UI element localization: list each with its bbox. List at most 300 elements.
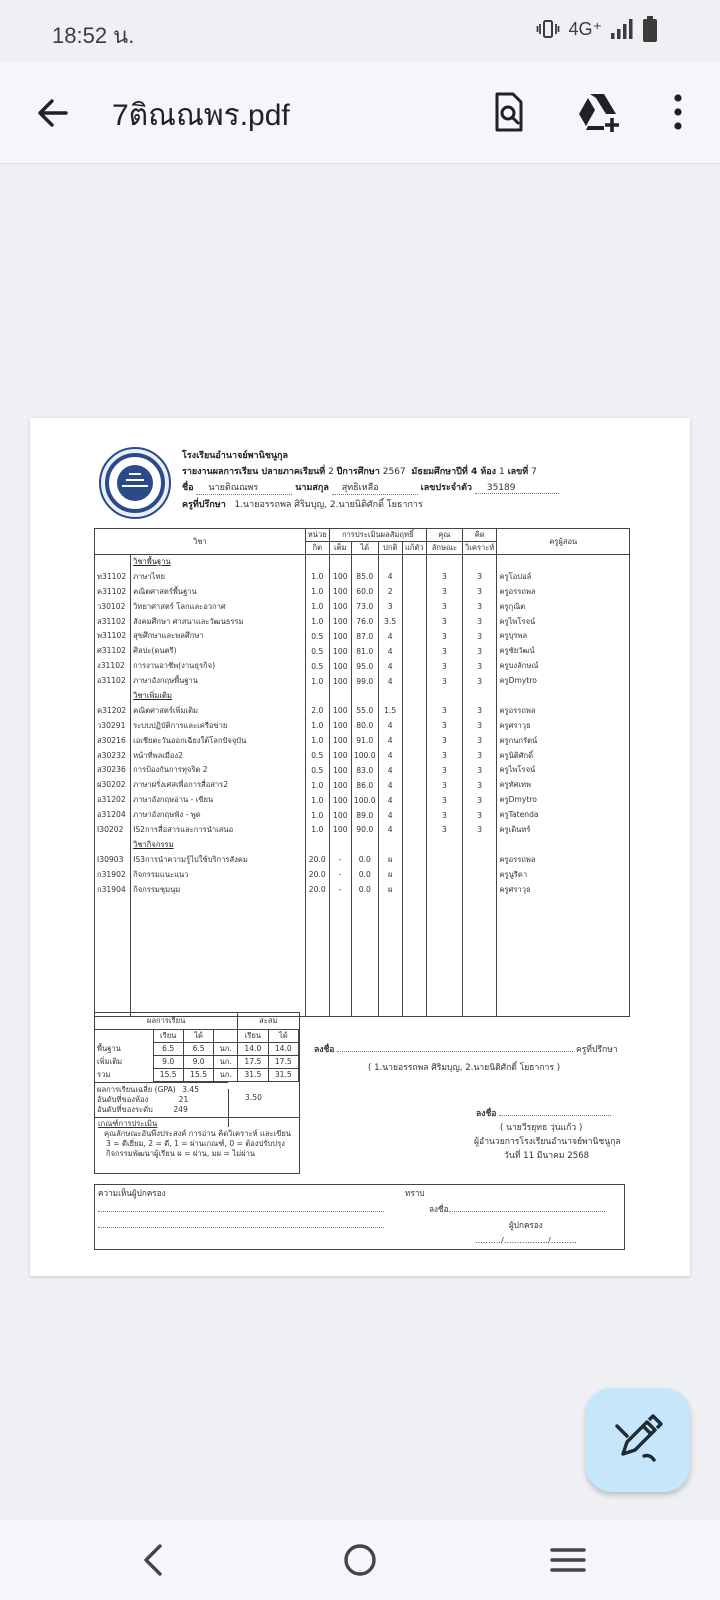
criteria-section: [95, 1117, 299, 1160]
status-icons: [536, 16, 658, 42]
credit: 2.0: [305, 703, 329, 718]
got-header: ได้: [351, 542, 378, 555]
school-logo-icon: [98, 446, 172, 520]
subject-name: ระบบปฏิบัติการและเครือข่าย: [131, 718, 306, 733]
subject-code: ค31102: [95, 584, 131, 599]
subject-name: ศิลปะ(ดนตรี): [131, 644, 306, 659]
got-score: 60.0: [351, 584, 378, 599]
grade: 4: [378, 823, 402, 838]
full-score: 100: [329, 644, 351, 659]
status-time: 18:52 น.: [52, 23, 135, 48]
drive-add-icon: [572, 86, 624, 138]
credit: 0.5: [305, 629, 329, 644]
subject-name: การงานอาชีพ(งานธุรกิจ): [131, 659, 306, 674]
subject-name: เอเชียตะวันออกเฉียงใต้โลกปัจจุบัน: [131, 733, 306, 748]
got-score: 87.0: [351, 629, 378, 644]
credit: 1.0: [305, 569, 329, 584]
fix-grade: [402, 778, 426, 793]
think-score: 3: [462, 793, 497, 808]
criteria-line-3: กิจกรรมพัฒนาผู้เรียน ผ = ผ่าน, มผ = ไม่ผ่าน: [106, 1148, 256, 1158]
status-bar: [0, 0, 720, 62]
subject-code: ส31102: [95, 614, 131, 629]
think-score: 3: [462, 763, 497, 778]
grade: 4: [378, 629, 402, 644]
subject-name: สังคมศึกษา ศาสนาและวัฒนธรรม: [131, 614, 306, 629]
fix-grade: [402, 852, 426, 867]
subject-code: ศ31102: [95, 644, 131, 659]
subject-name: IS2การสื่อสารและการนำเสนอ: [131, 823, 306, 838]
summary-study: 6.5: [153, 1042, 183, 1055]
rank-level-label: อันดับที่ของระดับ: [97, 1104, 153, 1114]
grade: 4: [378, 733, 402, 748]
summary-row: [95, 1055, 299, 1068]
summary-row-label: เพิ่มเติม: [97, 1056, 123, 1066]
grade: 3: [378, 599, 402, 614]
pdf-page: [30, 418, 690, 1276]
sign-date: วันที่ 11 มีนาคม 2568: [504, 1151, 590, 1161]
char-score: 3: [426, 703, 462, 718]
fix-grade: [402, 882, 426, 897]
got-score: 91.0: [351, 733, 378, 748]
think-score: 3: [462, 778, 497, 793]
subject-name: ภาษาอังกฤษอ่าน - เขียน: [131, 793, 306, 808]
parent-comment-label: ความเห็นผู้ปกครอง: [98, 1188, 166, 1198]
think-score: 3: [462, 748, 497, 763]
full-score: -: [329, 867, 351, 882]
credit: 1.0: [305, 599, 329, 614]
subject-code: ก31902: [95, 867, 131, 882]
teacher: ครูไพโรจน์: [497, 763, 630, 778]
got-label: ได้: [183, 1029, 213, 1042]
credit: 20.0: [305, 882, 329, 897]
full-score: 100: [329, 823, 351, 838]
fix-grade: [402, 763, 426, 778]
acc-study-label: เรียน: [238, 1029, 268, 1042]
got-score: 81.0: [351, 644, 378, 659]
table-row: [95, 808, 630, 823]
battery-icon: [642, 16, 658, 42]
report-title-prefix: รายงานผลการเรียน ปลายภาคเรียนที่: [182, 467, 326, 477]
char-score: [426, 852, 462, 867]
table-row: [95, 733, 630, 748]
grade: 3.5: [378, 614, 402, 629]
teacher: ครูไพโรจน์: [497, 614, 630, 629]
subject-name: กิจกรรมแนะแนว: [131, 867, 306, 882]
advisor-line: [182, 497, 423, 511]
search-document-icon: [482, 86, 534, 138]
subject-code: อ31204: [95, 808, 131, 823]
summary-row-label: รวม: [97, 1069, 111, 1079]
got-score: 85.0: [351, 569, 378, 584]
arrow-left-icon: [28, 88, 78, 138]
teacher: ครูอรรถพล: [497, 703, 630, 718]
char-score: 3: [426, 718, 462, 733]
search-document-button[interactable]: [482, 86, 534, 138]
think-score: 3: [462, 644, 497, 659]
table-row: [95, 718, 630, 733]
grade: 4: [378, 793, 402, 808]
subject-name: ภาษาอังกฤษพื้นฐาน: [131, 674, 306, 689]
ack-label: ทราบ: [405, 1188, 425, 1198]
char-score: 3: [426, 629, 462, 644]
fix-grade: [402, 569, 426, 584]
year-label: ปีการศึกษา: [336, 467, 380, 477]
think-score: 3: [462, 584, 497, 599]
subject-code: ว30291: [95, 718, 131, 733]
grade: 1.5: [378, 703, 402, 718]
full-score: 100: [329, 629, 351, 644]
summary-acc-study: 31.5: [238, 1068, 268, 1081]
system-nav-bar: [0, 1520, 720, 1600]
summary-row: [95, 1042, 299, 1055]
accum-label: สะสม: [238, 1013, 299, 1029]
table-row: [95, 823, 630, 838]
grade: 4: [378, 674, 402, 689]
char-score: 3: [426, 778, 462, 793]
more-vert-icon: [656, 86, 708, 138]
subject-header: วิชา: [95, 529, 306, 555]
grade: 4: [378, 569, 402, 584]
year: 2567: [382, 467, 406, 477]
credit: 0.5: [305, 659, 329, 674]
subject-name: กิจกรรมชุมนุม: [131, 882, 306, 897]
char-score: 3: [426, 793, 462, 808]
full-score: 100: [329, 763, 351, 778]
empty-row: [95, 986, 630, 1001]
rank-room-label: อันดับที่ของห้อง: [97, 1094, 149, 1104]
director-signature-line: [476, 1106, 611, 1120]
char-score: [426, 867, 462, 882]
think-score: 3: [462, 614, 497, 629]
criteria-line-2: 3 = ดีเยี่ยม, 2 = ดี, 1 = ผ่านเกณฑ์, 0 = ต้องปรับปรุง: [106, 1138, 285, 1148]
nav-back-button[interactable]: [132, 1538, 176, 1582]
got-score: 80.0: [351, 718, 378, 733]
empty-row: [95, 912, 630, 927]
teacher: ครูโอปอล์: [497, 569, 630, 584]
table-row: [95, 867, 630, 882]
credit: 0.5: [305, 763, 329, 778]
subject-code: ฝ30202: [95, 778, 131, 793]
think-header-bottom: วิเคราะห์: [462, 542, 497, 555]
subject-code: พ31102: [95, 629, 131, 644]
table-row: [95, 703, 630, 718]
table-row: [95, 674, 630, 689]
grade: ผ: [378, 852, 402, 867]
room: 1: [498, 467, 505, 477]
student-no: 7: [531, 467, 537, 477]
empty-row: [95, 942, 630, 957]
director-role: ผู้อำนวยการโรงเรียนอำนาจย์พานิชนูกุล: [474, 1137, 621, 1147]
teacher: ครูอรรถพล: [497, 584, 630, 599]
director-name: ( นายวีรยุทธ วุ่นแก้ว ): [500, 1123, 583, 1133]
teacher: ครูDmytro: [497, 674, 630, 689]
summary-acc-got: 14.0: [268, 1042, 298, 1055]
empty-row: [95, 971, 630, 986]
full-score: 100: [329, 614, 351, 629]
summary-acc-got: 17.5: [268, 1055, 298, 1068]
char-score: 3: [426, 569, 462, 584]
student-id: 35189: [475, 483, 559, 494]
gpa-label: ผลการเรียนเฉลี่ย (GPA): [97, 1084, 176, 1094]
subject-name: IS3การนำความรู้ไปใช้บริการสังคม: [131, 852, 306, 867]
parent-sign-line: [429, 1203, 605, 1216]
table-row: [95, 778, 630, 793]
subject-name: ภาษาไทย: [131, 569, 306, 584]
section-row: [95, 689, 630, 704]
teacher: ครูนูรีดา: [497, 867, 630, 882]
term: 2: [328, 467, 334, 477]
result-label: ผลการเรียน: [95, 1013, 238, 1029]
teacher: ครูนิติศักดิ์: [497, 748, 630, 763]
grade: 4: [378, 644, 402, 659]
fix-grade: [402, 867, 426, 882]
char-score: 3: [426, 674, 462, 689]
full-score: 100: [329, 718, 351, 733]
char-header-top: คุณ: [426, 529, 462, 542]
credit: 1.0: [305, 808, 329, 823]
think-score: 3: [462, 703, 497, 718]
teacher: ครูบงลักษณ์: [497, 659, 630, 674]
got-score: 90.0: [351, 823, 378, 838]
credit: 1.0: [305, 793, 329, 808]
credit: 20.0: [305, 867, 329, 882]
table-row: [95, 584, 630, 599]
rank-level-value: 249: [173, 1104, 188, 1114]
subject-name: การป้องกันการทุจริต 2: [131, 763, 306, 778]
got-score: 83.0: [351, 763, 378, 778]
student-surname: สุทธิเหลือ: [332, 480, 418, 495]
grade: ผ: [378, 867, 402, 882]
teacher: ครูศราวุธ: [497, 718, 630, 733]
subject-code: ท31102: [95, 569, 131, 584]
summary-rows: [95, 1042, 299, 1081]
fix-grade: [402, 808, 426, 823]
think-score: [462, 867, 497, 882]
fix-header: แก้ตัว: [402, 542, 426, 555]
got-score: 95.0: [351, 659, 378, 674]
signal-icon: [610, 18, 634, 40]
advisor-sign-label: ลงชื่อ: [314, 1045, 335, 1055]
fix-grade: [402, 629, 426, 644]
back-button[interactable]: [28, 88, 78, 138]
pdf-viewer[interactable]: [0, 164, 720, 1520]
advisor-signature-line: [314, 1042, 618, 1056]
got-score: 0.0: [351, 882, 378, 897]
criteria-line-1: คุณลักษณะอันพึงประสงค์ การอ่าน คิดวิเคราะห์ และเขียน: [104, 1128, 291, 1138]
think-score: 3: [462, 569, 497, 584]
parent-role: ผู้ปกครอง: [509, 1220, 543, 1230]
section-title: วิชาพื้นฐาน: [131, 555, 306, 570]
subject-name: หน้าที่พลเมือง2: [131, 748, 306, 763]
full-score: 100: [329, 808, 351, 823]
think-score: 3: [462, 629, 497, 644]
table-row: [95, 629, 630, 644]
think-score: [462, 852, 497, 867]
summary-got: 6.5: [183, 1042, 213, 1055]
got-score: 86.0: [351, 778, 378, 793]
table-row: [95, 569, 630, 584]
teacher: ครูTatenda: [497, 808, 630, 823]
teacher: ครูบุรพล: [497, 629, 630, 644]
subject-code: ส30232: [95, 748, 131, 763]
got-score: 55.0: [351, 703, 378, 718]
subject-name: ภาษาฝรั่งเศสเพื่อการสื่อสาร2: [131, 778, 306, 793]
summary-got: 15.5: [183, 1068, 213, 1081]
summary-got: 9.0: [183, 1055, 213, 1068]
class-label: มัธยมศึกษาปีที่ 4 ห้อง: [411, 467, 497, 477]
subject-name: ภาษาอังกฤษฟัง - พูด: [131, 808, 306, 823]
think-score: 3: [462, 599, 497, 614]
assess-header: การประเมินผลสัมฤทธิ์: [329, 529, 426, 542]
advisor-role: ครูที่ปรึกษา: [575, 1045, 618, 1055]
grade: 4: [378, 659, 402, 674]
empty-row: [95, 957, 630, 972]
think-score: 3: [462, 659, 497, 674]
got-score: 73.0: [351, 599, 378, 614]
got-score: 100.0: [351, 793, 378, 808]
full-score: -: [329, 852, 351, 867]
char-score: 3: [426, 599, 462, 614]
subject-code: ง31102: [95, 659, 131, 674]
parent-comment-box: [94, 1184, 625, 1250]
teacher: ครูDmytro: [497, 793, 630, 808]
parent-date-blank: ........../................./..........: [475, 1235, 577, 1245]
fix-grade: [402, 733, 426, 748]
full-score: 100: [329, 793, 351, 808]
app-bar: [0, 62, 720, 164]
summary-acc-study: 14.0: [238, 1042, 268, 1055]
nav-home-button[interactable]: [338, 1538, 382, 1582]
fix-grade: [402, 599, 426, 614]
empty-row: [95, 897, 630, 912]
school-name-line: [182, 448, 288, 462]
teacher: ครูศราวุธ: [497, 882, 630, 897]
credit: 1.0: [305, 584, 329, 599]
credit: 1.0: [305, 614, 329, 629]
think-score: 3: [462, 808, 497, 823]
summary-unit: นก.: [214, 1055, 238, 1068]
fix-grade: [402, 674, 426, 689]
char-score: 3: [426, 808, 462, 823]
more-options-button[interactable]: [656, 86, 708, 138]
subject-code: ว30102: [95, 599, 131, 614]
think-score: 3: [462, 823, 497, 838]
subject-code: ค31202: [95, 703, 131, 718]
advisor-signature-names: ( 1.นายอรรถพล ศิริมบุญ, 2.นายนิติศักดิ์ โยธาการ ): [368, 1063, 561, 1073]
full-score: 100: [329, 569, 351, 584]
student-info-line: [182, 480, 559, 495]
grade: ผ: [378, 882, 402, 897]
subject-name: สุขศึกษาและพลศึกษา: [131, 629, 306, 644]
grade: 4: [378, 718, 402, 733]
nav-home-icon: [338, 1538, 382, 1582]
full-score: 100: [329, 584, 351, 599]
credit: 1.0: [305, 778, 329, 793]
fix-grade: [402, 584, 426, 599]
advisor-names: 1.นายอรรถพล ศิริมบุญ, 2.นายนิติศักดิ์ โยธาการ: [234, 500, 423, 510]
gpa-section: [95, 1082, 228, 1117]
table-row: [95, 882, 630, 897]
got-score: 89.0: [351, 808, 378, 823]
subject-code: อ31102: [95, 674, 131, 689]
director-sign-label: ลงชื่อ: [476, 1109, 497, 1119]
table-row: [95, 599, 630, 614]
table-row: [95, 614, 630, 629]
section-title: วิชากิจกรรม: [131, 837, 306, 852]
name-label: ชื่อ: [182, 483, 194, 493]
fix-grade: [402, 718, 426, 733]
subject-name: คณิตศาสตร์พื้นฐาน: [131, 584, 306, 599]
acc-got-label: ได้: [268, 1029, 298, 1042]
add-to-drive-button[interactable]: [572, 86, 624, 138]
id-label: เลขประจำตัว: [420, 483, 472, 493]
full-score: -: [329, 882, 351, 897]
subject-code: ก31904: [95, 882, 131, 897]
table-row: [95, 763, 630, 778]
surname-label: นามสกุล: [295, 483, 329, 493]
nav-back-icon: [132, 1538, 176, 1582]
subject-code: I30903: [95, 852, 131, 867]
grade: 2: [378, 584, 402, 599]
teacher-header: ครูผู้สอน: [497, 529, 630, 555]
advisor-label: ครูที่ปรึกษา: [182, 500, 226, 510]
edit-fab-button[interactable]: [586, 1388, 690, 1492]
summary-unit: นก.: [214, 1042, 238, 1055]
no-label: เลขที่: [507, 467, 529, 477]
fix-grade: [402, 703, 426, 718]
nav-recents-button[interactable]: [546, 1538, 590, 1582]
got-score: 100.0: [351, 748, 378, 763]
empty-row: [95, 927, 630, 942]
credit: 20.0: [305, 852, 329, 867]
report-title-line: [182, 464, 537, 478]
teacher: ครูทัศเทพ: [497, 778, 630, 793]
full-score: 100: [329, 778, 351, 793]
network-type: 4G⁺: [568, 18, 602, 39]
char-score: 3: [426, 644, 462, 659]
grade: 4: [378, 748, 402, 763]
study-label: เรียน: [153, 1029, 183, 1042]
parent-sign-label: ลงชื่อ: [429, 1204, 449, 1214]
summary-study: 15.5: [153, 1068, 183, 1081]
full-score: 100: [329, 674, 351, 689]
student-name: นายติณณพร: [196, 480, 292, 495]
summary-acc-got: 31.5: [268, 1068, 298, 1081]
unit-header-top: หน่วย: [305, 529, 329, 542]
grades-table: [94, 528, 630, 1017]
summary-box: [94, 1012, 300, 1174]
gpa-acc-value: 3.50: [245, 1093, 262, 1102]
char-score: 3: [426, 614, 462, 629]
teacher: ครูกุณิต: [497, 599, 630, 614]
teacher: ครูอรรถพล: [497, 852, 630, 867]
fix-grade: [402, 659, 426, 674]
nav-recents-icon: [546, 1538, 590, 1582]
grade: 4: [378, 778, 402, 793]
subject-code: อ31202: [95, 793, 131, 808]
full-score: 100: [329, 659, 351, 674]
table-row: [95, 659, 630, 674]
char-score: 3: [426, 748, 462, 763]
char-score: 3: [426, 823, 462, 838]
subject-name: คณิตศาสตร์เพิ่มเติม: [131, 703, 306, 718]
edit-pen-icon: [586, 1388, 690, 1492]
school-name: โรงเรียนอำนาจย์พานิชนูกุล: [182, 451, 288, 461]
teacher: ครูกนกรัตน์: [497, 733, 630, 748]
summary-acc-study: 17.5: [238, 1055, 268, 1068]
fix-grade: [402, 614, 426, 629]
table-row: [95, 793, 630, 808]
